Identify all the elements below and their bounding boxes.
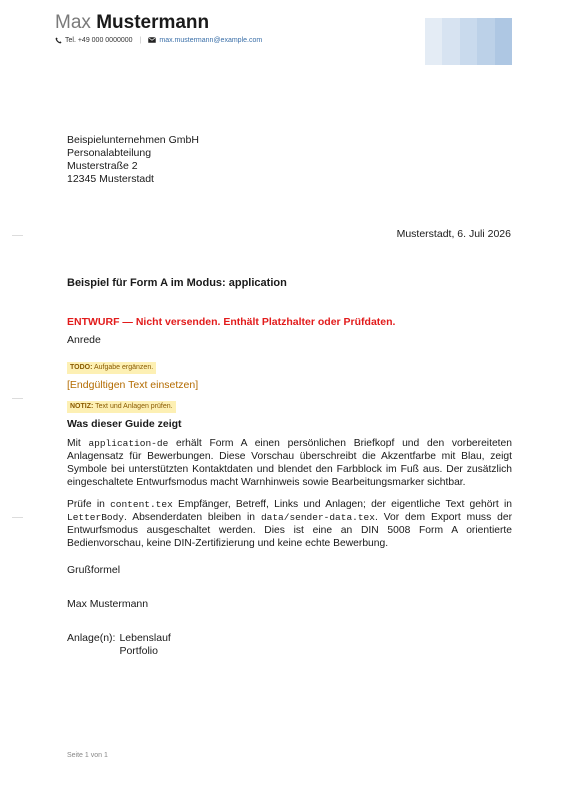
letter-date: Musterstadt, 6. Juli 2026 [396,228,511,240]
todo-marker [67,362,156,374]
inline-code: LetterBody [67,512,125,523]
recipient-address [67,134,199,186]
letter-subject: Beispiel für Form A im Modus: application [67,277,287,289]
recipient-line: Personalabteilung [67,147,152,159]
enclosures-list [119,632,170,658]
draft-warning: ENTWURF — Nicht versenden. Enthält Platzhalter oder Prüfdaten. [67,316,396,328]
punch-mark [12,398,23,399]
enclosures-label: Anlage(n): [67,632,116,644]
salutation: Anrede [67,334,101,346]
recipient-line: Beispielunternehmen GmbH [67,134,199,146]
sender-contact-line [55,36,262,45]
sender-first-name: Max [55,12,91,33]
accent-color-stripe [477,18,494,65]
accent-color-block [425,18,512,65]
note-text: Text und Anlagen prüfen. [95,403,173,410]
paragraph-text: erhält Form A einen persönlichen Briefkopf und den vorbereiteten Anlagensatz für Bewerbungen. Diese Vorschau überschreibt die Akzentfarbe mit Blau, zeigt Symbole bei unterstützten Kontaktdaten und blendet den Farbblock im Fuß aus. Der zusätzlich eingeschaltete Entwurfsmodus macht Warnhinweis sowie Bearbeitungsmarker sichtbar. [67,438,512,488]
enclosures [67,632,171,658]
fold-mark-top [12,235,23,236]
sender-phone: Tel. +49 000 0000000 [65,37,133,44]
inline-code: application-de [88,438,169,449]
paragraph-text: Mit [67,438,89,449]
phone-icon [55,36,65,45]
body-paragraph-2 [67,498,512,550]
inline-code: data/sender-data.tex [260,512,375,523]
paragraph-text: Empfänger, Betreff, Links und Anlagen; der eigentliche Text gehört in [172,499,512,510]
todo-text: Aufgabe ergänzen. [94,364,154,371]
sender-name [55,11,209,35]
note-label: NOTIZ: [70,403,94,410]
accent-color-stripe [460,18,477,65]
section-heading: Was dieser Guide zeigt [67,418,182,430]
envelope-icon [148,36,159,45]
accent-color-stripe [442,18,459,65]
contact-separator: | [139,37,142,44]
sender-email-link[interactable]: max.mustermann@example.com [159,37,263,44]
fold-mark-bottom [12,517,23,518]
page-number-footer: Seite 1 von 1 [67,752,108,759]
enclosure-item: Portfolio [119,645,158,657]
paragraph-text: Prüfe in [67,499,111,510]
todo-label: TODO: [70,364,93,371]
closing-formula: Grußformel [67,564,121,576]
paragraph-text: . Absenderdaten bleiben in [124,512,261,523]
body-paragraph-1 [67,437,512,489]
paragraph-text: . Vor dem Export muss der Entwurfsmodus ausgeschaltet werden. Dies ist eine an DIN 5008 Form A orientierte Bedienvorschau, keine DIN-Zertifizierung und keine echte Bewerbung. [67,512,512,549]
sender-last-name: Mustermann [96,12,210,33]
accent-color-stripe [425,18,442,65]
inline-code: content.tex [110,499,173,510]
enclosure-item: Lebenslauf [119,632,171,644]
recipient-line: 12345 Musterstadt [67,173,154,185]
recipient-line: Musterstraße 2 [67,160,138,172]
signature-name: Max Mustermann [67,598,149,610]
placeholder-text: [Endgültigen Text einsetzen] [67,379,199,391]
note-marker [67,401,176,413]
accent-color-stripe [495,18,512,65]
